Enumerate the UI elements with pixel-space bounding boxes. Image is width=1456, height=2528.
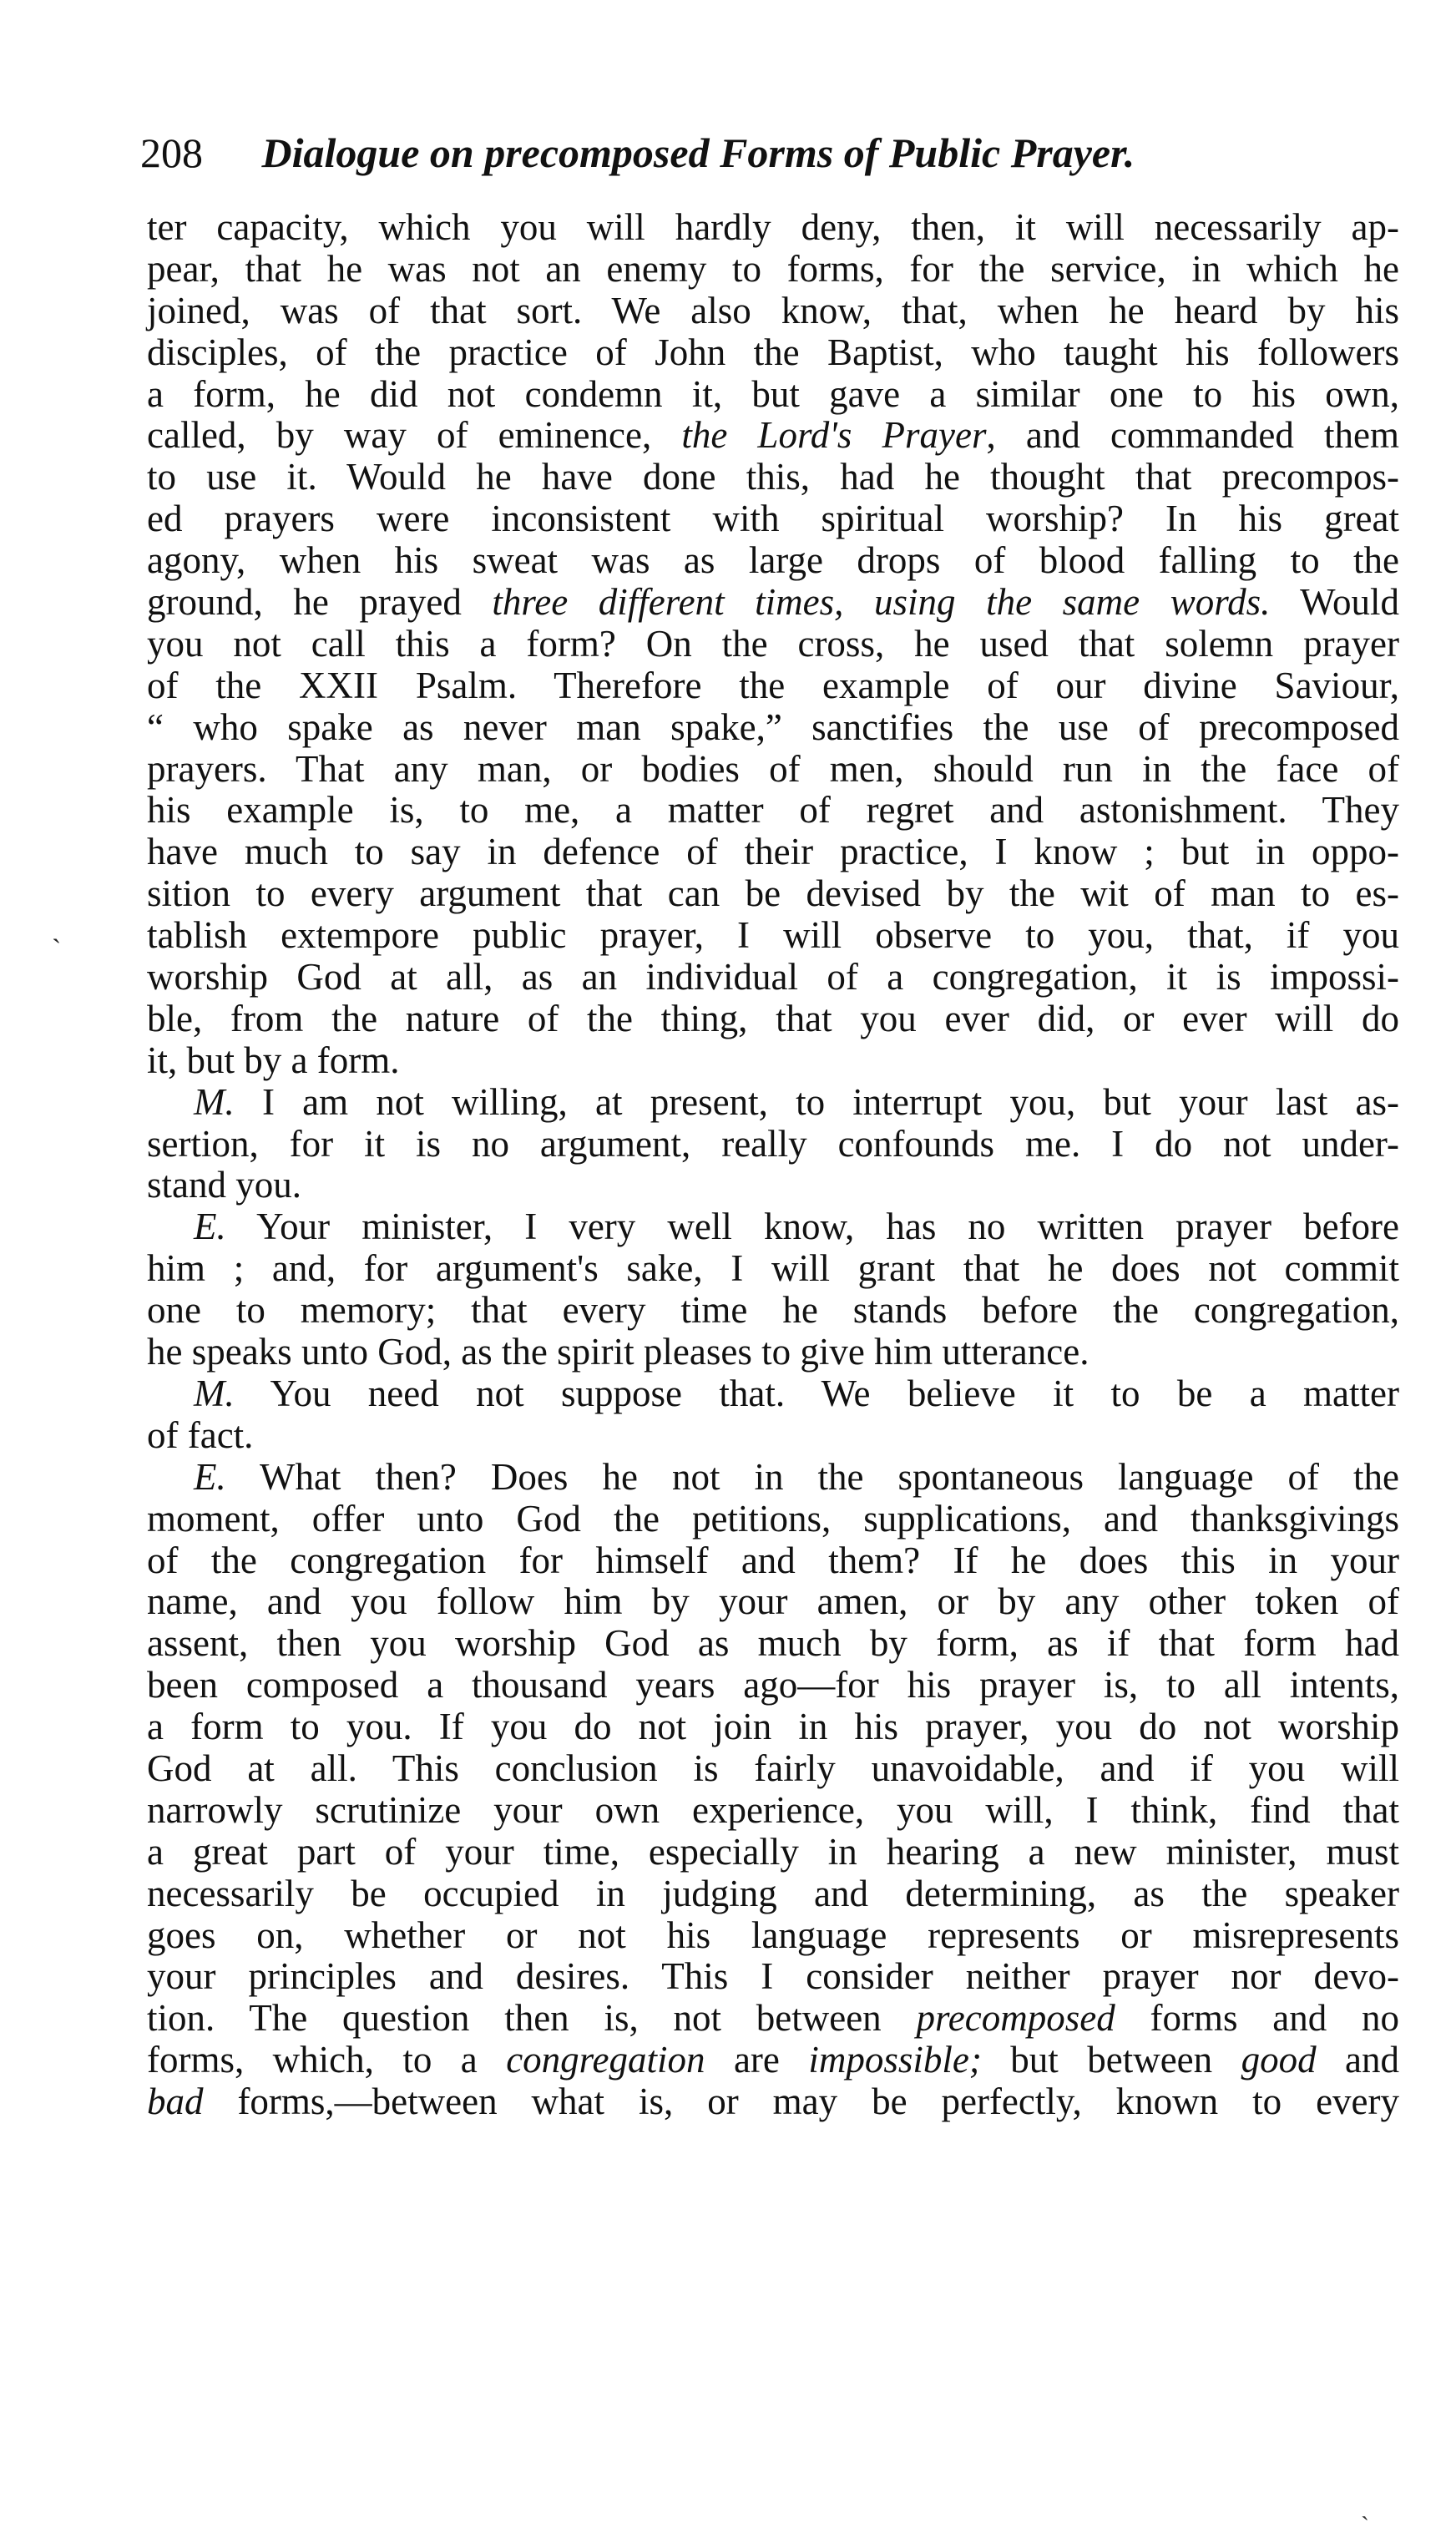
page-header [140,124,1326,182]
text-line: have much to say in defence of their practice, I know ; but in oppo- [147,831,1399,873]
text-line: E. Your minister, I very well know, has no written prayer before [194,1206,1399,1248]
page-number: 208 [140,129,203,176]
text-line: God at all. This conclusion is fairly unavoidable, and if you will [147,1747,1399,1789]
text-line: E. What then? Does he not in the spontaneous language of the [194,1455,1399,1498]
text-line: name, and you follow him by your amen, or by any other token of [147,1580,1399,1623]
text-line: sition to every argument that can be devised by the wit of man to es- [147,872,1399,915]
text-line: joined, was of that sort. We also know, that, when he heard by his [147,289,1399,331]
text-line: his example is, to me, a matter of regret and astonishment. They [147,789,1399,832]
text-line: one to memory; that every time he stands before the congregation, [147,1289,1399,1332]
text-line: moment, offer unto God the petitions, supplications, and thanksgivings [147,1497,1399,1540]
text-line: of the XXII Psalm. Therefore the example of our divine Saviour, [147,664,1399,706]
text-line: agony, when his sweat was as large drops of blood falling to the [147,539,1399,582]
body-text [147,207,1399,2123]
text-line: a form to you. If you do not join in his prayer, you do not worship [147,1706,1399,1748]
text-line: called, by way of eminence, the Lord's Prayer, and commanded them [147,414,1399,457]
running-title: Dialogue on precomposed Forms of Public Prayer. [261,129,1135,176]
margin-mark: ˎ [52,913,62,943]
text-line: M. You need not suppose that. We believe it to be a matter [194,1372,1399,1414]
text-line: ground, he prayed three different times, using the same words. Would [147,581,1400,624]
text-line: ter capacity, which you will hardly deny, then, it will necessarily ap- [147,206,1399,248]
text-line: forms, which, to a congregation are impossible; but between good and [147,2039,1399,2081]
text-line: your principles and desires. This I consider neither prayer nor devo- [147,1955,1399,1998]
text-line: prayers. That any man, or bodies of men, should run in the face of [147,747,1399,790]
text-line: been composed a thousand years ago—for his prayer is, to all intents, [147,1664,1399,1706]
text-line: you not call this a form? On the cross, he used that solemn prayer [147,622,1399,665]
text-line: goes on, whether or not his language represents or misrepresents [147,1914,1399,1956]
text-line: of fact. [147,1413,254,1456]
text-line: narrowly scrutinize your own experience, you will, I think, find that [147,1788,1399,1831]
text-line: M. I am not willing, at present, to interrupt you, but your last as- [194,1080,1399,1123]
text-line: him ; and, for argument's sake, I will grant that he does not commit [147,1247,1399,1290]
text-line: stand you. [147,1164,301,1206]
text-line: “ who spake as never man spake,” sanctifies the use of precomposed [147,705,1399,748]
text-line: to use it. Would he have done this, had he thought that precompos- [147,456,1399,498]
text-line: tion. The question then is, not between precomposed forms and no [147,1997,1399,2040]
text-line: tablish extempore public prayer, I will observe to you, that, if you [147,914,1399,957]
text-line: pear, that he was not an enemy to forms, for the service, in which he [147,247,1399,290]
text-line: ble, from the nature of the thing, that you ever did, or ever will do [147,997,1399,1039]
text-line: a form, he did not condemn it, but gave a similar one to his own, [147,372,1399,415]
text-line: worship God at all, as an individual of a congregation, it is impossi- [147,956,1399,999]
text-line: disciples, of the practice of John the Baptist, who taught his followers [147,331,1399,373]
text-line: bad forms,—between what is, or may be perfectly, known to every [147,2081,1399,2123]
corner-mark: ˏ [1361,2493,1369,2520]
text-line: assent, then you worship God as much by form, as if that form had [147,1622,1399,1665]
text-line: a great part of your time, especially in hearing a new minister, must [147,1830,1399,1873]
text-line: sertion, for it is no argument, really confounds me. I do not under- [147,1122,1399,1165]
text-line: ed prayers were inconsistent with spiritual worship? In his great [147,498,1399,540]
text-line: necessarily be occupied in judging and determining, as the speaker [147,1872,1399,1914]
text-line: he speaks unto God, as the spirit pleases to give him utterance. [147,1331,1089,1373]
text-line: it, but by a form. [147,1039,400,1081]
text-line: of the congregation for himself and them? If he does this in your [147,1539,1399,1581]
